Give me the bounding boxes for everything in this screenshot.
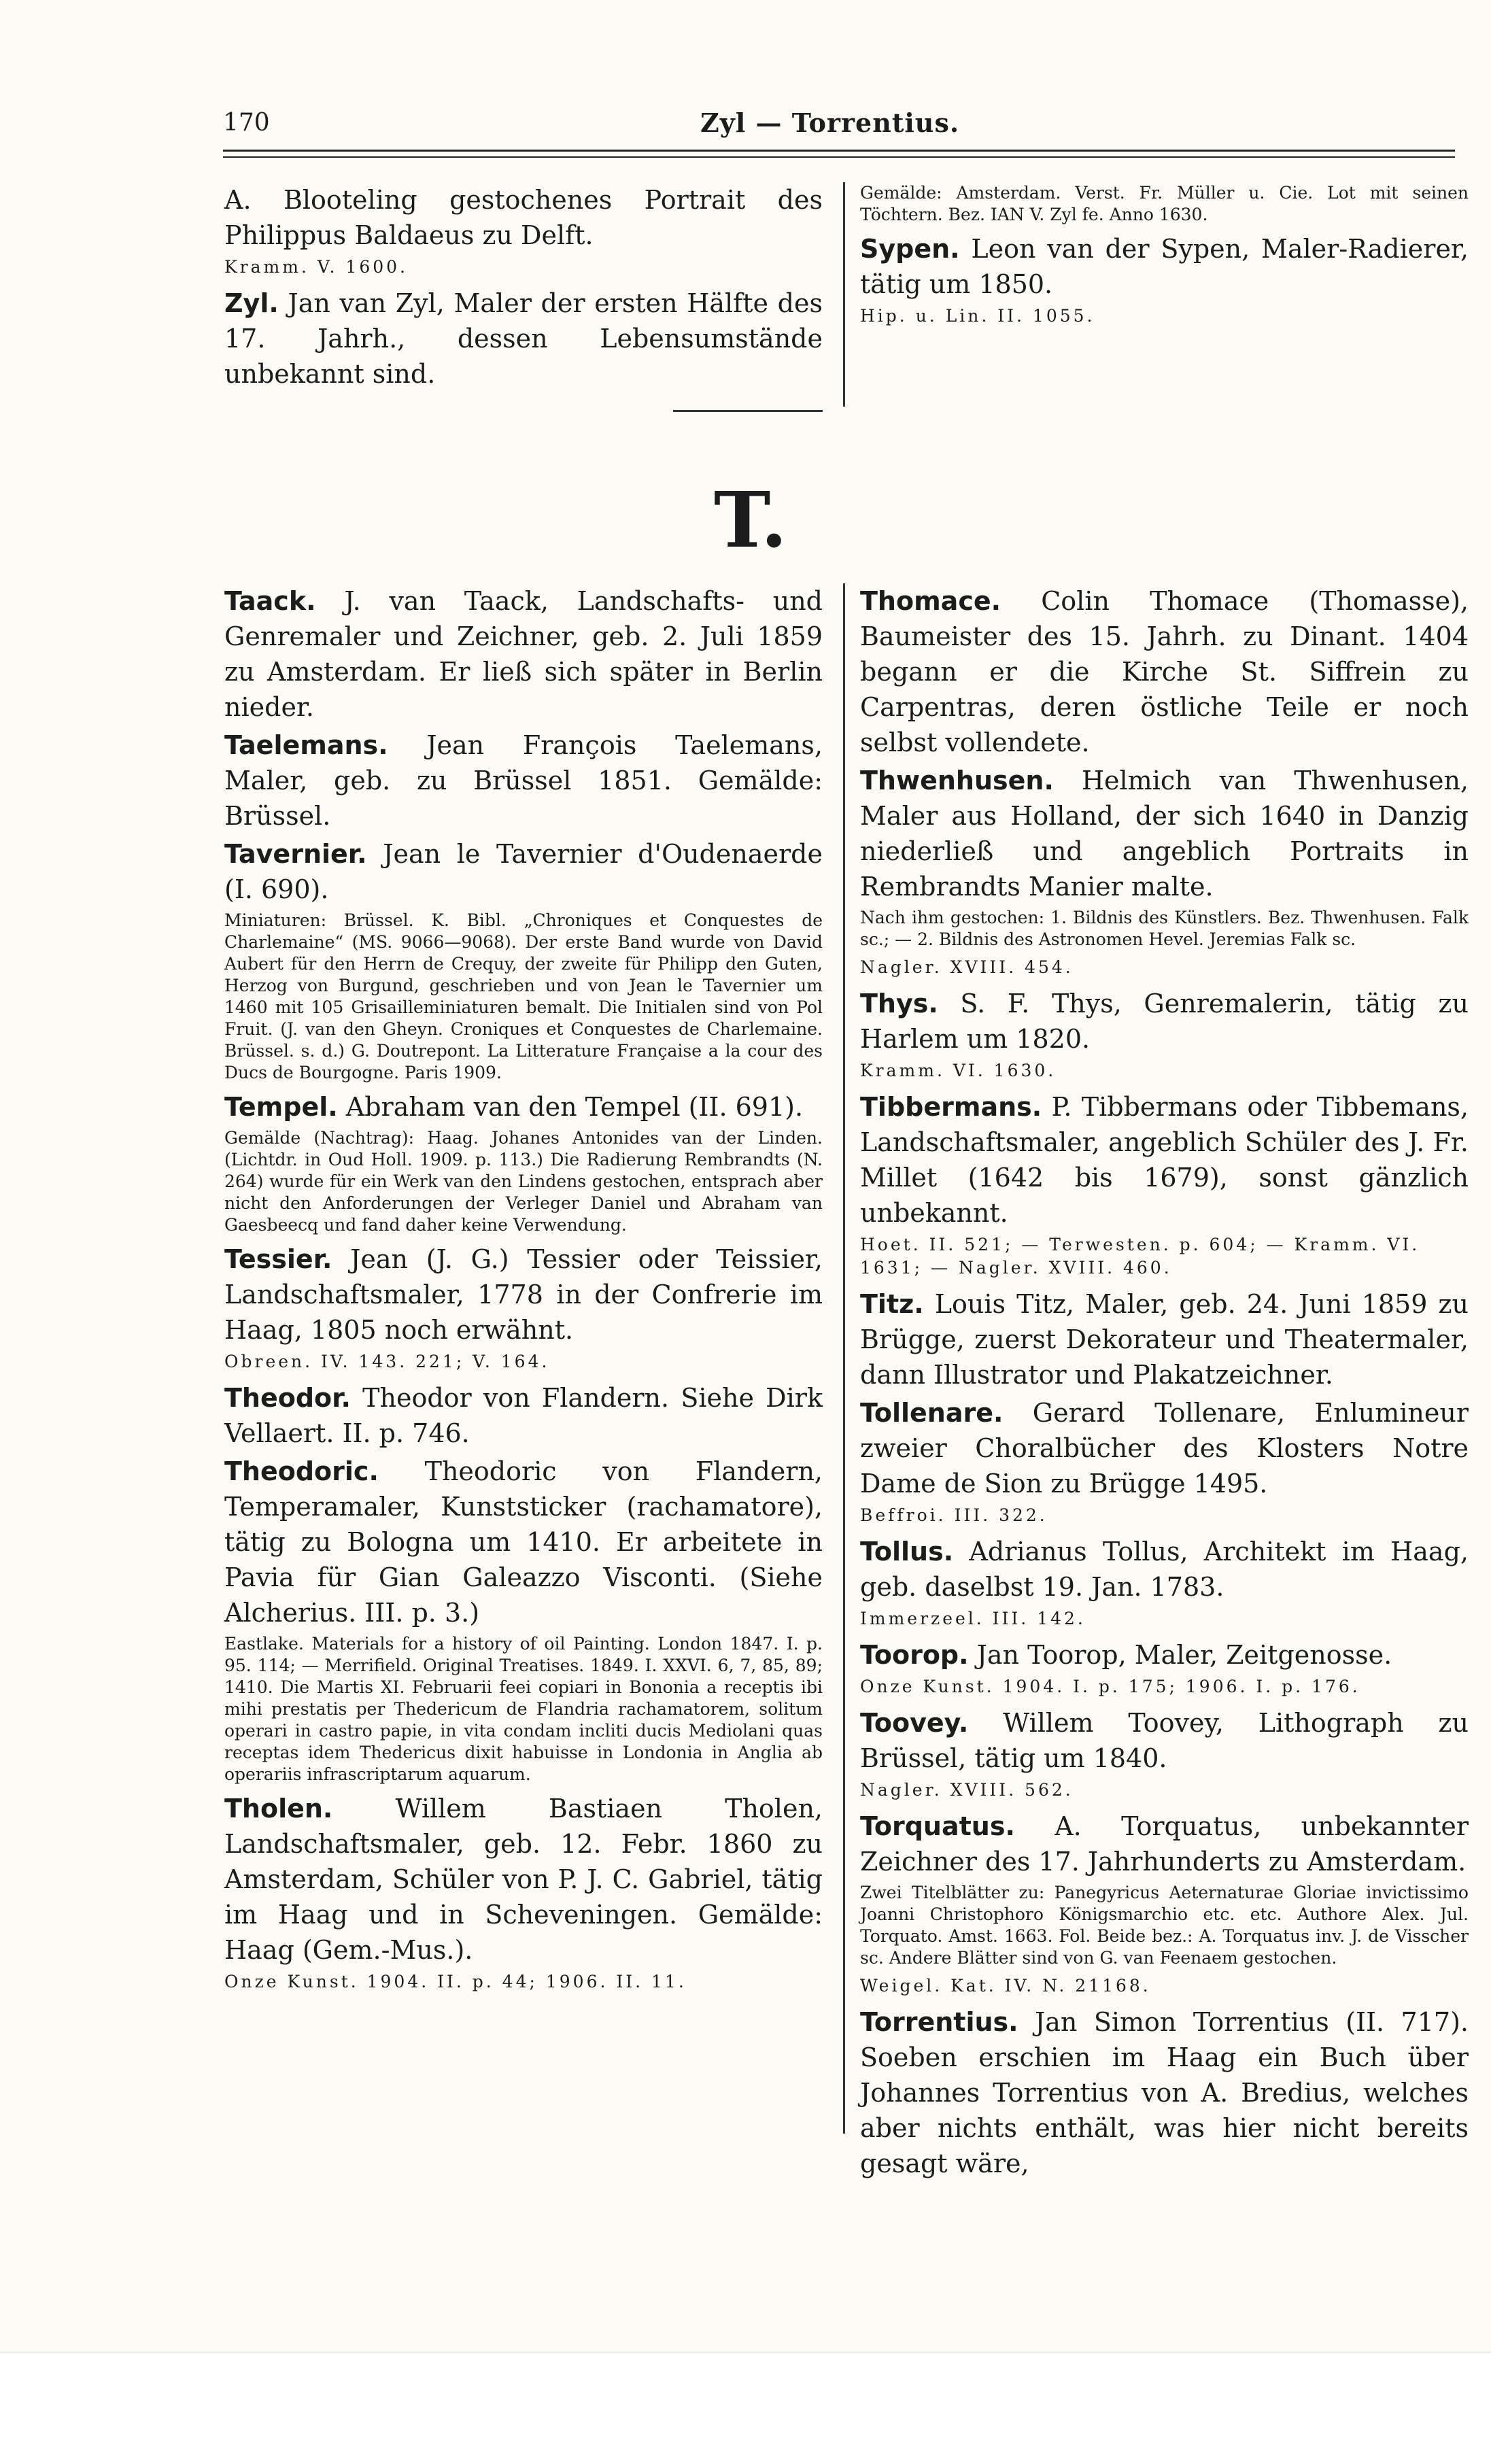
top-left-column (224, 182, 823, 394)
lexicon-entry (860, 986, 1469, 1057)
entry-headword: Thomace. (860, 586, 1001, 616)
entry-headword: Taack. (224, 586, 316, 616)
entry-headword: Thwenhusen. (860, 766, 1054, 795)
lexicon-entry (224, 1454, 823, 1630)
lexicon-entry (224, 836, 823, 907)
lexicon-entry (224, 1089, 823, 1125)
lexicon-entry (860, 1809, 1469, 1879)
lexicon-entry (224, 583, 823, 725)
entry-text: Adrianus Tollus, Architekt im Haag, geb. daselbst 19. Jan. 1783. (860, 1537, 1469, 1602)
entry-text: Jean (J. G.) Tessier oder Teissier, Landschaftsmaler, 1778 in der Confrerie im Haag, 1805 noch erwähnt. (224, 1244, 823, 1345)
lexicon-entry (224, 1242, 823, 1348)
entry-text: Onze Kunst. 1904. II. p. 44; 1906. II. 11. (224, 1972, 687, 1991)
lexicon-entry (860, 1637, 1469, 1673)
entry-text: Jan van Zyl, Maler der ersten Hälfte des 17. Jahrh., dessen Lebensumstände unbekannt sind. (224, 288, 823, 389)
lexicon-entry (224, 182, 823, 253)
entry-text: Miniaturen: Brüssel. K. Bibl. „Chroniques et Conquestes de Charlemaine“ (MS. 9066—9068). Der erste Band wurde von David Aubert für den Herrn de Crequy, der zweite für Philipp den Guten, Herzog von Burgund, geschrieben und von Jean le Tavernier um 1460 mit 105 Grisailleminiaturen bemalt. Die Initialen sind von Pol Fruit. (J. van den Gheyn. Croniques et Conquestes de Charlemaine. Brüssel. s. d.) G. Doutrepont. La Litterature Française a la cour des Ducs de Bourgogne. Paris 1909. (224, 910, 823, 1082)
lexicon-entry (860, 1395, 1469, 1501)
entry-text: Jean le Tavernier d'Oudenaerde (I. 690). (224, 839, 823, 904)
entry-text: S. F. Thys, Genremalerin, tätig zu Harlem um 1820. (860, 989, 1469, 1054)
lexicon-entry (860, 231, 1469, 302)
right-column (860, 583, 1469, 2184)
entry-note (224, 1127, 823, 1236)
header-rule-top (223, 150, 1455, 152)
reference-line (860, 956, 1469, 979)
entry-text: A. Blooteling gestochenes Portrait des Philippus Baldaeus zu Delft. (224, 185, 823, 250)
column-divider (843, 583, 845, 2134)
entry-text: Kramm. V. 1600. (224, 257, 408, 277)
lexicon-entry (860, 1705, 1469, 1776)
entry-text: Jan Simon Torrentius (II. 717). Soeben erschien im Haag ein Buch über Johannes Torrentius von A. Bredius, welches aber nichts enthält, was hier nicht bereits gesagt wäre, (860, 2007, 1469, 2178)
entry-note (224, 910, 823, 1084)
lexicon-entry (224, 728, 823, 834)
entry-text: Louis Titz, Maler, geb. 24. Juni 1859 zu Brügge, zuerst Dekorateur und Theatermaler, dann Illustrator und Plakatzeichner. (860, 1289, 1469, 1390)
footer-bar (0, 2352, 1491, 2464)
entry-headword: Torquatus. (860, 1811, 1015, 1841)
entry-headword: Tessier. (224, 1244, 332, 1274)
entry-headword: Tempel. (224, 1092, 338, 1122)
entry-note (860, 1882, 1469, 1969)
lexicon-entry (860, 1534, 1469, 1605)
entry-text: Theodor von Flandern. Siehe Dirk Vellaert. II. p. 746. (224, 1383, 823, 1448)
entry-text: Hoet. II. 521; — Terwesten. p. 604; — Kramm. VI. 1631; — Nagler. XVIII. 460. (860, 1235, 1420, 1278)
entry-text: Eastlake. Materials for a history of oil Painting. London 1847. I. p. 95. 114; — Merrifield. Original Treatises. 1849. I. XXVI. 6, 7, 85, 89; 1410. Die Martis XI. Februarii feei copiari in Bononia a receptis ibi mihi prestatis per Thedericum de Flandria rachamatorem, solitum operari in castro papie, in vita condam incliti ducis Mediolani quas receptas idem Thedericus dixit habuisse in Londonia in Anglia ab operariis infrascriptarum aquarum. (224, 1634, 823, 1784)
entry-text: Gerard Tollenare, Enlumineur zweier Choralbücher des Klosters Notre Dame de Sion zu Brügge 1495. (860, 1398, 1469, 1499)
entry-text: J. van Taack, Landschafts- und Genremaler und Zeichner, geb. 2. Juli 1859 zu Amsterdam. Er ließ sich später in Berlin nieder. (224, 586, 823, 722)
entry-note (860, 182, 1469, 226)
section-rule (673, 410, 823, 412)
lexicon-entry (224, 1380, 823, 1451)
reference-line (860, 1675, 1469, 1698)
header-rule-bottom (223, 156, 1455, 158)
reference-line (860, 1233, 1469, 1280)
reference-line (224, 256, 823, 279)
entry-text: Colin Thomace (Thomasse), Baumeister des 15. Jahrh. zu Dinant. 1404 begann er die Kirche St. Siffrein zu Carpentras, deren östliche Teile er noch selbst vollendete. (860, 586, 1469, 757)
entry-text: Immerzeel. III. 142. (860, 1609, 1086, 1628)
entry-text: Willem Bastiaen Tholen, Landschaftsmaler, geb. 12. Febr. 1860 zu Amsterdam, Schüler von P. J. C. Gabriel, tätig im Haag und in Scheveningen. Gemälde: Haag (Gem.-Mus.). (224, 1794, 823, 1965)
entry-text: Jan Toorop, Maler, Zeitgenosse. (968, 1640, 1392, 1670)
reference-line (860, 1059, 1469, 1082)
entry-note (860, 907, 1469, 951)
entry-text: Beffroi. III. 322. (860, 1505, 1048, 1525)
entry-text: Theodoric von Flandern, Temperamaler, Kunststicker (rachamatore), tätig zu Bologna um 1410. Er arbeitete in Pavia für Gian Galeazzo Visconti. (Siehe Alcherius. III. p. 3.) (224, 1456, 823, 1628)
entry-text: Zwei Titelblätter zu: Panegyricus Aeternaturae Gloriae invictissimo Joanni Christophoro Königsmarchio etc. etc. Authore Alex. Jul. Torquato. Amst. 1663. Fol. Beide bez.: A. Torquatus inv. J. de Visscher sc. Andere Blätter sind von G. van Feenaem gestochen. (860, 1883, 1469, 1968)
lexicon-entry (224, 1791, 823, 1968)
entry-text: Kramm. VI. 1630. (860, 1061, 1057, 1080)
entry-headword: Zyl. (224, 288, 279, 318)
reference-line (860, 1504, 1469, 1527)
entry-text: Onze Kunst. 1904. I. p. 175; 1906. I. p. 176. (860, 1677, 1360, 1696)
entry-headword: Tollenare. (860, 1398, 1004, 1428)
lexicon-entry (860, 583, 1469, 760)
column-divider-top (843, 182, 845, 407)
entry-headword: Torrentius. (860, 2007, 1018, 2037)
reference-line (860, 1607, 1469, 1630)
reference-line (860, 1779, 1469, 1802)
page-number: 170 (223, 109, 270, 137)
entry-text: Gemälde: Amsterdam. Verst. Fr. Müller u. Cie. Lot mit seinen Töchtern. Bez. IAN V. Zyl fe. Anno 1630. (860, 183, 1469, 224)
lexicon-entry (860, 1286, 1469, 1392)
entry-headword: Sypen. (860, 234, 960, 264)
entry-text: Hip. u. Lin. II. 1055. (860, 306, 1095, 326)
entry-text: Gemälde (Nachtrag): Haag. Johanes Antonides van der Linden. (Lichtdr. in Oud Holl. 1909. p. 113.) Die Radierung Rembrandts (N. 264) wurde für ein Werk van den Lindens gestochen, entsprach aber nicht den Anforderungen der Verleger Daniel und Abraham van Gaesbeecq und fand daher keine Verwendung. (224, 1128, 823, 1235)
entry-headword: Thys. (860, 989, 938, 1019)
entry-text: Jean François Taelemans, Maler, geb. zu Brüssel 1851. Gemälde: Brüssel. (224, 730, 823, 831)
entry-headword: Titz. (860, 1289, 924, 1319)
entry-headword: Toorop. (860, 1640, 969, 1670)
entry-text: Nagler. XVIII. 562. (860, 1780, 1074, 1800)
entry-headword: Tholen. (224, 1794, 333, 1824)
entry-note (224, 1633, 823, 1785)
entry-headword: Tavernier. (224, 839, 367, 869)
entry-text: A. Torquatus, unbekannter Zeichner des 17. Jahrhunderts zu Amsterdam. (860, 1811, 1469, 1877)
entry-text: P. Tibbermans oder Tibbemans, Landschaftsmaler, angeblich Schüler des J. Fr. Millet (1642 bis 1679), sonst gänzlich unbekannt. (860, 1092, 1469, 1228)
entry-text: Nach ihm gestochen: 1. Bildnis des Künstlers. Bez. Thwenhusen. Falk sc.; — 2. Bildnis des Astronomen Hevel. Jeremias Falk sc. (860, 908, 1469, 949)
entry-text: Weigel. Kat. IV. N. 21168. (860, 1976, 1151, 1996)
entry-text: Willem Toovey, Lithograph zu Brüssel, tätig um 1840. (860, 1708, 1469, 1773)
lexicon-entry (860, 763, 1469, 904)
entry-text: Abraham van den Tempel (II. 691). (337, 1092, 804, 1122)
reference-line (224, 1350, 823, 1373)
entry-headword: Theodor. (224, 1383, 351, 1413)
top-right-column (860, 182, 1469, 335)
lexicon-entry (860, 2004, 1469, 2181)
reference-line (224, 1970, 823, 1994)
entry-headword: Tibbermans. (860, 1092, 1042, 1122)
entry-text: Nagler. XVIII. 454. (860, 957, 1074, 977)
reference-line (860, 1974, 1469, 1998)
entry-headword: Taelemans. (224, 730, 388, 760)
entry-headword: Tollus. (860, 1537, 954, 1567)
reference-line (860, 305, 1469, 328)
entry-text: Obreen. IV. 143. 221; V. 164. (224, 1352, 550, 1371)
lexicon-entry (224, 286, 823, 392)
section-letter: T. (714, 476, 787, 565)
entry-text: Helmich van Thwenhusen, Maler aus Holland, der sich 1640 in Danzig niederließ und angeblich Portraits in Rembrandts Manier malte. (860, 766, 1469, 902)
left-column (224, 583, 823, 2000)
entry-headword: Toovey. (860, 1708, 969, 1738)
entry-text: Leon van der Sypen, Maler-Radierer, tätig um 1850. (860, 234, 1469, 299)
running-title: Zyl — Torrentius. (700, 107, 960, 138)
lexicon-entry (860, 1089, 1469, 1231)
entry-headword: Theodoric. (224, 1456, 379, 1486)
